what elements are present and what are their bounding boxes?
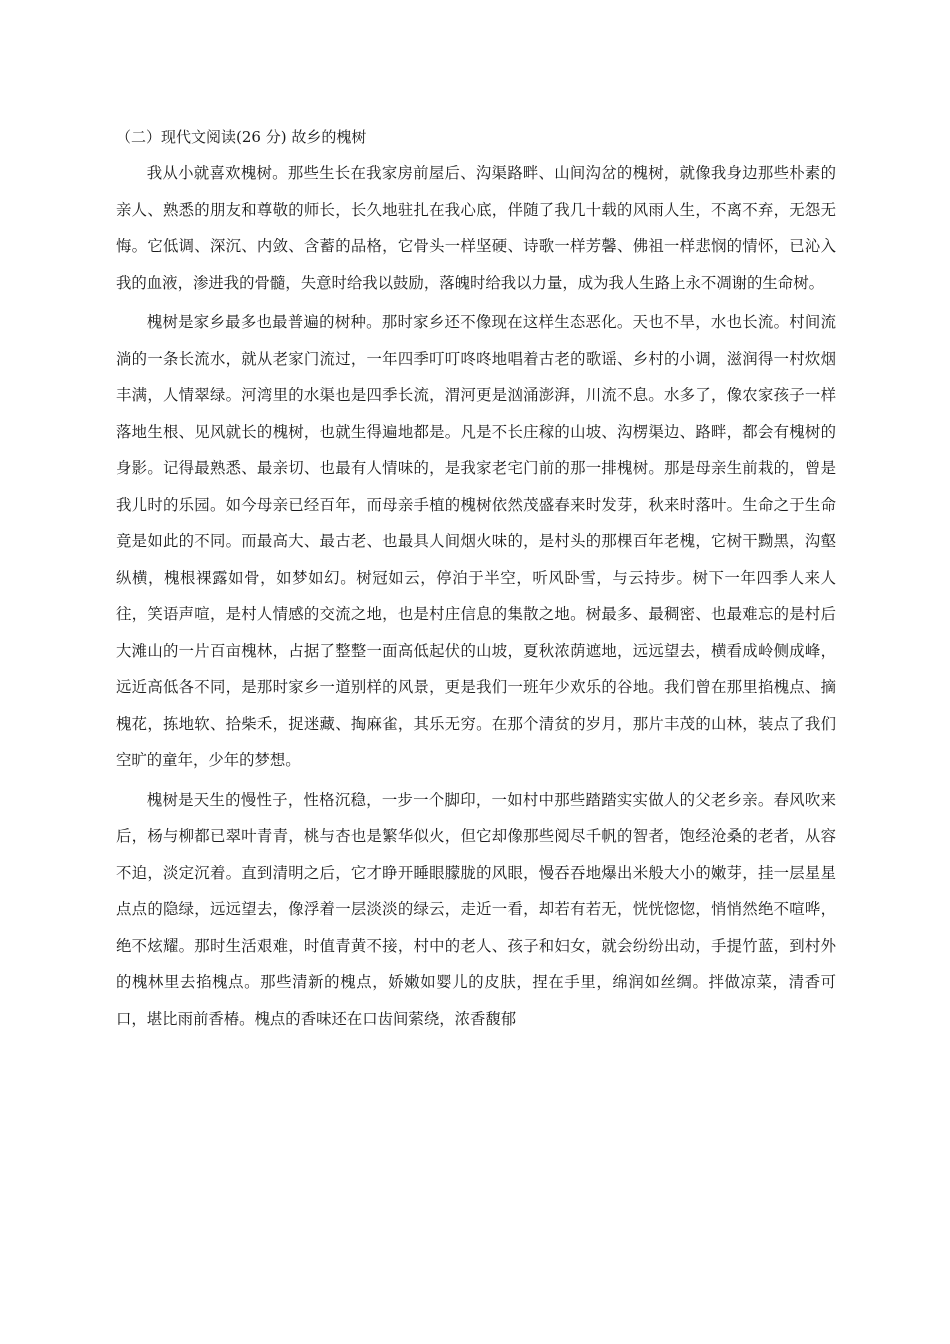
paragraph-3: 槐树是天生的慢性子，性格沉稳，一步一个脚印，一如村中那些踏踏实实做人的父老乡亲。春风吹来后，杨与柳都已翠叶青青，桃与杏也是繁华似火，但它却像那些阅尽千帆的智者，饱经沧桑的老者，从容不迫，淡定沉着。直到清明之后，它才睁开睡眼朦胧的风眼，慢吞吞地爆出米般大小的嫩芽，挂一层星星点点的隐绿，远远望去，像浮着一层淡淡的绿云，走近一看，却若有若无，恍恍惚惚，悄悄然绝不喧哗，绝不炫耀。那时生活艰难，时值青黄不接，村中的老人、孩子和妇女，就会纷纷出动，手提竹蓝，到村外的槐林里去掐槐点。那些清新的槐点，娇嫩如婴儿的皮肤，捏在手里，绵润如丝绸。拌做凉菜，清香可口，堪比雨前香椿。槐点的香味还在口齿间萦绕，浓香馥郁 xyxy=(116,790,836,1028)
paragraph-1: 我从小就喜欢槐树。那些生长在我家房前屋后、沟渠路畔、山间沟岔的槐树，就像我身边那些朴素的亲人、熟悉的朋友和尊敬的师长，长久地驻扎在我心底，伴随了我几十载的风雨人生，不离不弃，无怨无悔。它低调、深沉、内敛、含蓄的品格，它骨头一样坚硬、诗歌一样芳馨、佛祖一样悲悯的情怀，已沁入我的血液，渗进我的骨髓，失意时给我以鼓励，落魄时给我以力量，成为我人生路上永不凋谢的生命树。 xyxy=(116,164,836,292)
article-body xyxy=(116,119,836,1040)
section-heading: （二）现代文阅读(26 分) 故乡的槐树 xyxy=(116,128,367,146)
paragraph-2: 槐树是家乡最多也最普遍的树种。那时家乡还不像现在这样生态恶化。天也不旱，水也长流。村间流淌的一条长流水，就从老家门流过，一年四季叮叮咚咚地唱着古老的歌谣、乡村的小调，滋润得一村炊烟丰满，人情翠绿。河湾里的水渠也是四季长流，渭河更是汹涌澎湃，川流不息。水多了，像农家孩子一样落地生根、见风就长的槐树，也就生得遍地都是。凡是不长庄稼的山坡、沟楞渠边、路畔，都会有槐树的身影。记得最熟悉、最亲切、也最有人情味的，是我家老宅门前的那一排槐树。那是母亲生前栽的，曾是我儿时的乐园。如今母亲已经百年，而母亲手植的槐树依然茂盛春来时发芽，秋来时落叶。生命之于生命竟是如此的不同。而最高大、最古老、也最具人间烟火味的，是村头的那棵百年老槐，它树干黝黑，沟壑纵横，槐根裸露如骨，如梦如幻。树冠如云，停泊于半空，听风卧雪，与云持步。树下一年四季人来人往，笑语声喧，是村人情感的交流之地，也是村庄信息的集散之地。树最多、最稠密、也最难忘的是村后大滩山的一片百亩槐林，占据了整整一面高低起伏的山坡，夏秋浓荫遮地，远远望去，横看成岭侧成峰，远近高低各不同，是那时家乡一道别样的风景，更是我们一班年少欢乐的谷地。我们曾在那里掐槐点、摘槐花，拣地软、拾柴禾，捉迷藏、掏麻雀，其乐无穷。在那个清贫的岁月，那片丰茂的山林，装点了我们空旷的童年，少年的梦想。 xyxy=(116,313,836,769)
